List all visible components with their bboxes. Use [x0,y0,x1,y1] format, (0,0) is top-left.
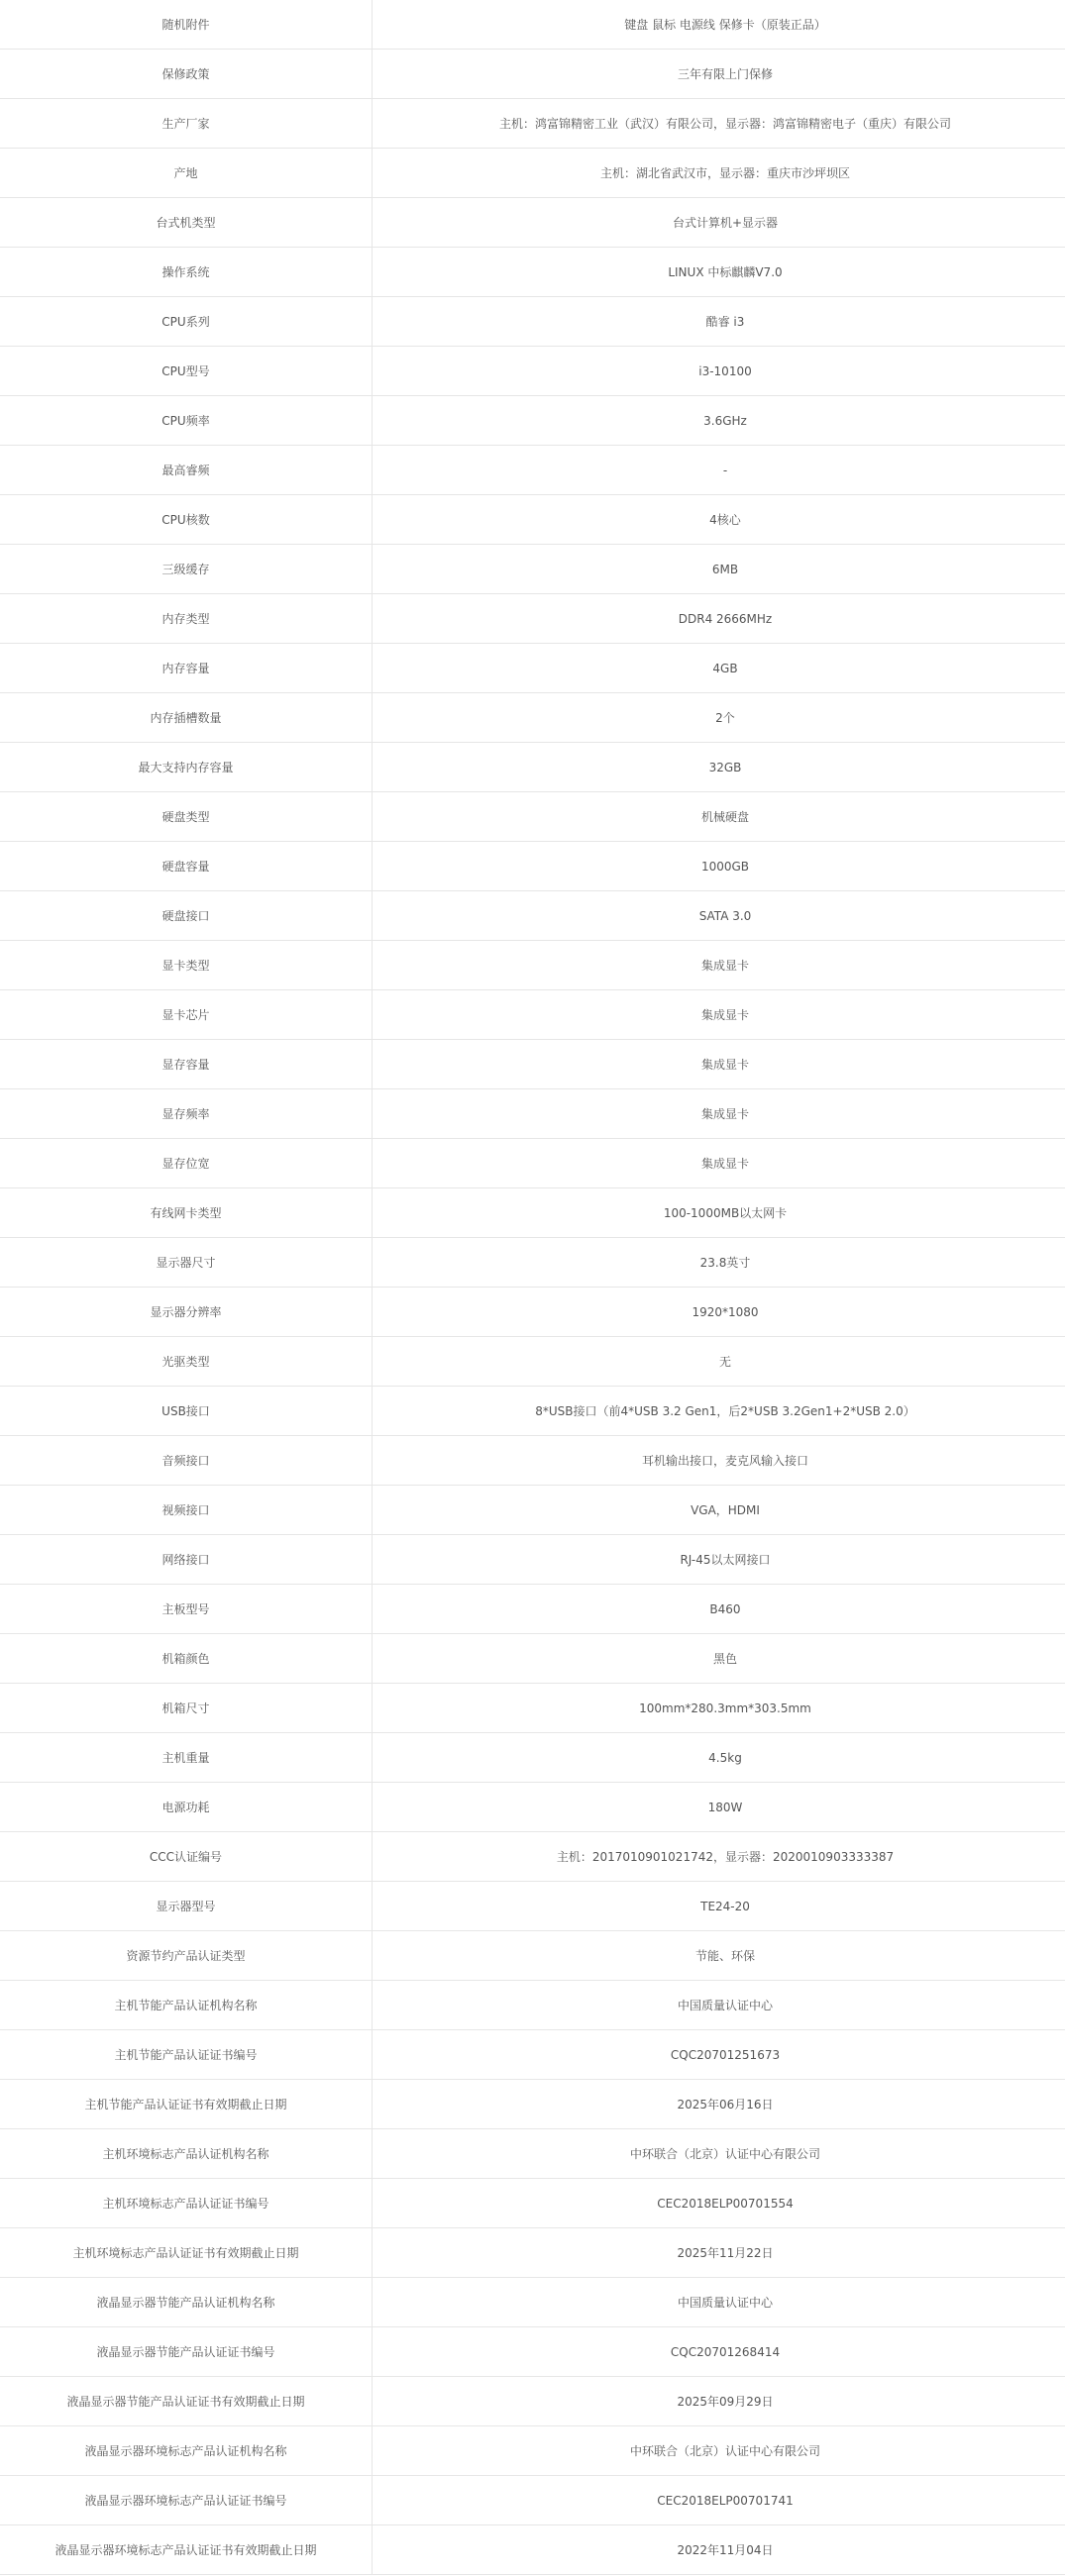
spec-label: 随机附件 [0,0,373,50]
spec-label: 显存位宽 [0,1139,373,1188]
spec-value: 100mm*280.3mm*303.5mm [373,1684,1065,1733]
spec-row [0,594,1065,644]
spec-label: 液晶显示器环境标志产品认证证书编号 [0,2476,373,2525]
spec-label: 视频接口 [0,1486,373,1535]
spec-row [0,1684,1065,1733]
spec-value: 3.6GHz [373,396,1065,446]
spec-value: 键盘 鼠标 电源线 保修卡（原装正品） [373,0,1065,50]
spec-row [0,1139,1065,1188]
spec-row [0,198,1065,248]
spec-row [0,1089,1065,1139]
spec-value: TE24-20 [373,1882,1065,1931]
spec-row [0,1486,1065,1535]
spec-row [0,297,1065,347]
spec-label: 显存频率 [0,1089,373,1139]
spec-label: 操作系统 [0,248,373,297]
spec-value: 机械硬盘 [373,792,1065,842]
spec-value: 2025年06月16日 [373,2080,1065,2129]
spec-value: 2025年11月22日 [373,2228,1065,2278]
spec-value: 集成显卡 [373,1139,1065,1188]
spec-row [0,2426,1065,2476]
spec-value: 黑色 [373,1634,1065,1684]
spec-row [0,1188,1065,1238]
spec-label: 保修政策 [0,50,373,99]
spec-value: CEC2018ELP00701741 [373,2476,1065,2525]
spec-label: CCC认证编号 [0,1832,373,1882]
spec-row [0,2228,1065,2278]
spec-value: 4.5kg [373,1733,1065,1783]
spec-label: 主机环境标志产品认证证书编号 [0,2179,373,2228]
spec-value: 集成显卡 [373,990,1065,1040]
spec-row [0,941,1065,990]
spec-row [0,0,1065,50]
spec-value: 三年有限上门保修 [373,50,1065,99]
spec-label: 显卡芯片 [0,990,373,1040]
spec-label: 内存类型 [0,594,373,644]
spec-label: 液晶显示器环境标志产品认证机构名称 [0,2426,373,2476]
spec-row [0,2080,1065,2129]
spec-value: 1920*1080 [373,1288,1065,1337]
spec-value: 2个 [373,693,1065,743]
spec-value: 8*USB接口（前4*USB 3.2 Gen1，后2*USB 3.2Gen1+2*USB 2.0） [373,1387,1065,1436]
spec-row [0,545,1065,594]
spec-label: 最高睿频 [0,446,373,495]
spec-label: 最大支持内存容量 [0,743,373,792]
spec-row [0,1238,1065,1288]
spec-row [0,891,1065,941]
spec-row [0,2377,1065,2426]
spec-label: 机箱颜色 [0,1634,373,1684]
spec-label: 电源功耗 [0,1783,373,1832]
spec-value: CEC2018ELP00701554 [373,2179,1065,2228]
spec-value: 中国质量认证中心 [373,2278,1065,2327]
spec-value: 集成显卡 [373,941,1065,990]
spec-row [0,2179,1065,2228]
spec-value: 无 [373,1337,1065,1387]
spec-label: 网络接口 [0,1535,373,1585]
spec-label: 硬盘类型 [0,792,373,842]
spec-value: 4GB [373,644,1065,693]
spec-label: 机箱尺寸 [0,1684,373,1733]
spec-label: 生产厂家 [0,99,373,149]
spec-value: 2025年09月29日 [373,2377,1065,2426]
spec-label: 主板型号 [0,1585,373,1634]
spec-value: 主机：鸿富锦精密工业（武汉）有限公司，显示器：鸿富锦精密电子（重庆）有限公司 [373,99,1065,149]
spec-row [0,792,1065,842]
spec-value: 180W [373,1783,1065,1832]
spec-row [0,1733,1065,1783]
spec-label: 光驱类型 [0,1337,373,1387]
spec-row [0,842,1065,891]
spec-value: 耳机输出接口，麦克风输入接口 [373,1436,1065,1486]
spec-label: 内存插槽数量 [0,693,373,743]
spec-value: 中环联合（北京）认证中心有限公司 [373,2129,1065,2179]
spec-row [0,1585,1065,1634]
spec-row [0,2327,1065,2377]
spec-row [0,149,1065,198]
spec-label: 主机环境标志产品认证机构名称 [0,2129,373,2179]
spec-value: B460 [373,1585,1065,1634]
spec-row [0,1337,1065,1387]
spec-value: LINUX 中标麒麟V7.0 [373,248,1065,297]
spec-label: 显卡类型 [0,941,373,990]
spec-label: 显存容量 [0,1040,373,1089]
spec-label: 主机重量 [0,1733,373,1783]
spec-label: 台式机类型 [0,198,373,248]
spec-label: 显示器尺寸 [0,1238,373,1288]
spec-value: i3-10100 [373,347,1065,396]
spec-row [0,1931,1065,1981]
spec-row [0,644,1065,693]
spec-value: 中环联合（北京）认证中心有限公司 [373,2426,1065,2476]
spec-row [0,693,1065,743]
spec-label: 主机节能产品认证机构名称 [0,1981,373,2030]
spec-row [0,396,1065,446]
spec-value: 节能、环保 [373,1931,1065,1981]
spec-row [0,99,1065,149]
spec-row [0,495,1065,545]
spec-row [0,2030,1065,2080]
spec-value: VGA，HDMI [373,1486,1065,1535]
spec-label: 硬盘容量 [0,842,373,891]
spec-label: CPU系列 [0,297,373,347]
spec-label: 液晶显示器节能产品认证机构名称 [0,2278,373,2327]
spec-row [0,2525,1065,2575]
spec-value: - [373,446,1065,495]
spec-label: CPU频率 [0,396,373,446]
spec-value: CQC20701268414 [373,2327,1065,2377]
spec-label: 产地 [0,149,373,198]
spec-value: 酷睿 i3 [373,297,1065,347]
spec-label: USB接口 [0,1387,373,1436]
spec-value: 集成显卡 [373,1089,1065,1139]
spec-label: 显示器分辨率 [0,1288,373,1337]
spec-row [0,2278,1065,2327]
spec-label: 主机节能产品认证证书编号 [0,2030,373,2080]
spec-row [0,1981,1065,2030]
spec-value: CQC20701251673 [373,2030,1065,2080]
spec-value: 集成显卡 [373,1040,1065,1089]
spec-row [0,1288,1065,1337]
spec-value: 台式计算机+显示器 [373,198,1065,248]
spec-row [0,1882,1065,1931]
spec-label: 液晶显示器环境标志产品认证证书有效期截止日期 [0,2525,373,2575]
spec-label: 主机节能产品认证证书有效期截止日期 [0,2080,373,2129]
spec-label: 主机环境标志产品认证证书有效期截止日期 [0,2228,373,2278]
spec-row [0,743,1065,792]
spec-value: 100-1000MB以太网卡 [373,1188,1065,1238]
spec-value: 主机：2017010901021742，显示器：2020010903333387 [373,1832,1065,1882]
spec-row [0,1783,1065,1832]
spec-label: 有线网卡类型 [0,1188,373,1238]
spec-row [0,2129,1065,2179]
spec-row [0,248,1065,297]
spec-value: 主机：湖北省武汉市，显示器：重庆市沙坪坝区 [373,149,1065,198]
spec-label: 内存容量 [0,644,373,693]
spec-value: DDR4 2666MHz [373,594,1065,644]
spec-label: 三级缓存 [0,545,373,594]
spec-row [0,1832,1065,1882]
spec-label: 音频接口 [0,1436,373,1486]
spec-row [0,1387,1065,1436]
spec-label: 液晶显示器节能产品认证证书有效期截止日期 [0,2377,373,2426]
spec-row [0,1634,1065,1684]
spec-row [0,50,1065,99]
spec-value: 中国质量认证中心 [373,1981,1065,2030]
spec-row [0,2476,1065,2525]
spec-value: RJ-45以太网接口 [373,1535,1065,1585]
spec-label: 资源节约产品认证类型 [0,1931,373,1981]
spec-value: 6MB [373,545,1065,594]
spec-row [0,347,1065,396]
spec-value: 2022年11月04日 [373,2525,1065,2575]
spec-value: SATA 3.0 [373,891,1065,941]
spec-row [0,1436,1065,1486]
spec-label: CPU核数 [0,495,373,545]
spec-value: 1000GB [373,842,1065,891]
spec-label: 硬盘接口 [0,891,373,941]
spec-row [0,990,1065,1040]
spec-label: 液晶显示器节能产品认证证书编号 [0,2327,373,2377]
spec-value: 32GB [373,743,1065,792]
spec-label: CPU型号 [0,347,373,396]
spec-label: 显示器型号 [0,1882,373,1931]
spec-row [0,1040,1065,1089]
spec-value: 4核心 [373,495,1065,545]
spec-value: 23.8英寸 [373,1238,1065,1288]
spec-row [0,1535,1065,1585]
spec-row [0,446,1065,495]
